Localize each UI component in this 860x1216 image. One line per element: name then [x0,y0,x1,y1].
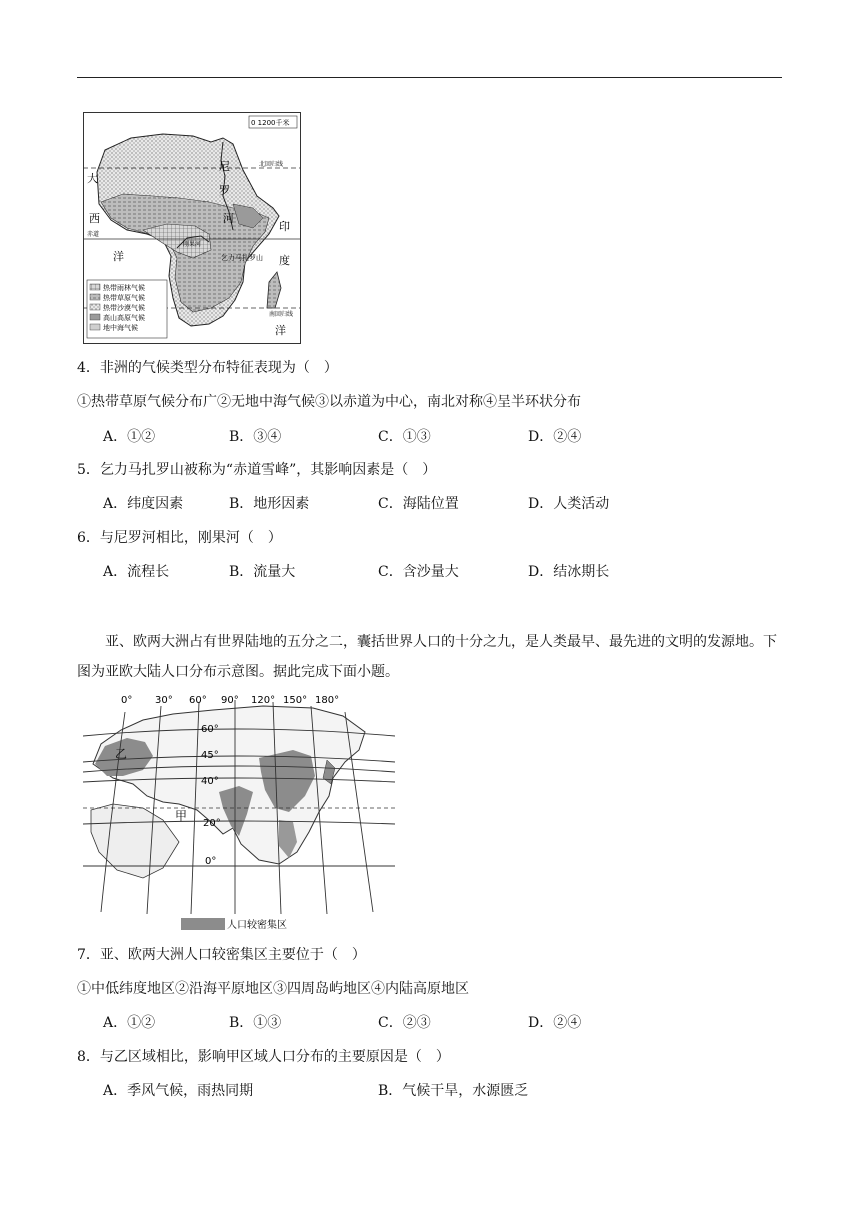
svg-text:120°: 120° [251,695,276,706]
q5-option-b[interactable]: B．地形因素 [229,496,310,512]
svg-text:地中海气候: 地中海气候 [103,324,138,332]
svg-text:洋: 洋 [113,250,124,263]
region-yi-label: 乙 [115,747,128,761]
q6-stem: 6．与尼罗河相比，刚果河（ ） [77,530,282,546]
q4-option-a[interactable]: A．①② [103,429,156,445]
q7-statement: ①中低纬度地区②沿海平原地区③四周岛屿地区④内陆高原地区 [77,981,469,997]
svg-text:热带雨林气候: 热带雨林气候 [103,284,145,292]
q7-option-c[interactable]: C．②③ [378,1015,431,1031]
q8-option-a[interactable]: A．季风气候，雨热同期 [103,1083,254,1099]
svg-text:刚果河: 刚果河 [183,241,202,248]
svg-text:90°: 90° [221,695,239,706]
svg-text:洋: 洋 [275,324,286,337]
q5-stem: 5．乞力马扎罗山被称为“赤道雪峰”，其影响因素是（ ） [77,462,437,478]
svg-text:印: 印 [279,220,290,233]
q5-option-c[interactable]: C．海陆位置 [378,496,459,512]
svg-text:180°: 180° [315,695,340,706]
svg-text:40°: 40° [201,776,219,787]
svg-text:西: 西 [89,212,100,225]
q4-statement: ①热带草原气候分布广②无地中海气候③以赤道为中心，南北对称④呈半环状分布 [77,394,581,410]
q7-stem: 7．亚、欧两大洲人口较密集区主要位于（ ） [77,947,366,963]
svg-text:乞力马扎罗山: 乞力马扎罗山 [221,254,263,262]
population-legend-label: 人口较密集区 [227,920,287,931]
q4-option-c[interactable]: C．①③ [378,429,431,445]
population-legend-swatch [181,918,225,930]
header-rule [77,77,782,78]
svg-text:度: 度 [279,254,290,267]
svg-text:60°: 60° [201,724,219,735]
q6-option-a[interactable]: A．流程长 [103,564,170,580]
climate-legend [87,280,167,338]
q4-stem: 4．非洲的气候类型分布特征表现为（ ） [77,360,338,376]
svg-text:30°: 30° [155,695,173,706]
svg-text:赤道: 赤道 [87,231,100,238]
q7-option-b[interactable]: B．①③ [229,1015,282,1031]
svg-text:45°: 45° [201,750,219,761]
svg-text:20°: 20° [203,818,221,829]
map-scale: 0 1200千米 [251,119,290,127]
svg-text:尼: 尼 [219,160,230,173]
svg-text:高山高原气候: 高山高原气候 [103,314,145,322]
q6-option-b[interactable]: B．流量大 [229,564,296,580]
q4-option-b[interactable]: B．③④ [229,429,282,445]
africa-climate-map [83,112,301,344]
q8-stem: 8．与乙区域相比，影响甲区域人口分布的主要原因是（ ） [77,1049,450,1065]
q5-option-d[interactable]: D．人类活动 [528,496,610,512]
q5-option-a[interactable]: A．纬度因素 [103,496,184,512]
intro-paragraph: 亚、欧两大洲占有世界陆地的五分之二，囊括世界人口的十分之九，是人类最早、最先进的文明的发源地。下图为亚欧大陆人口分布示意图。据此完成下面小题。 [77,634,777,680]
q7-option-d[interactable]: D．②④ [528,1015,582,1031]
q7-option-a[interactable]: A．①② [103,1015,156,1031]
svg-text:60°: 60° [189,695,207,706]
q6-option-c[interactable]: C．含沙量大 [378,564,459,580]
region-jia-label: 甲 [175,809,188,823]
svg-text:北回归线: 北回归线 [259,161,284,168]
svg-text:南回归线: 南回归线 [269,311,294,318]
q4-option-d[interactable]: D．②④ [528,429,582,445]
svg-text:热带草原气候: 热带草原气候 [103,294,145,302]
svg-text:罗: 罗 [219,184,230,197]
svg-text:热带沙漠气候: 热带沙漠气候 [103,304,145,312]
svg-text:大: 大 [87,172,98,185]
svg-text:150°: 150° [283,695,308,706]
q6-option-d[interactable]: D．结冰期长 [528,564,610,580]
svg-text:0°: 0° [205,856,217,867]
svg-text:0°: 0° [121,695,133,706]
eurasia-population-map [83,692,395,934]
q8-option-b[interactable]: B．气候干旱，水源匮乏 [378,1083,529,1099]
svg-text:河: 河 [223,212,234,225]
